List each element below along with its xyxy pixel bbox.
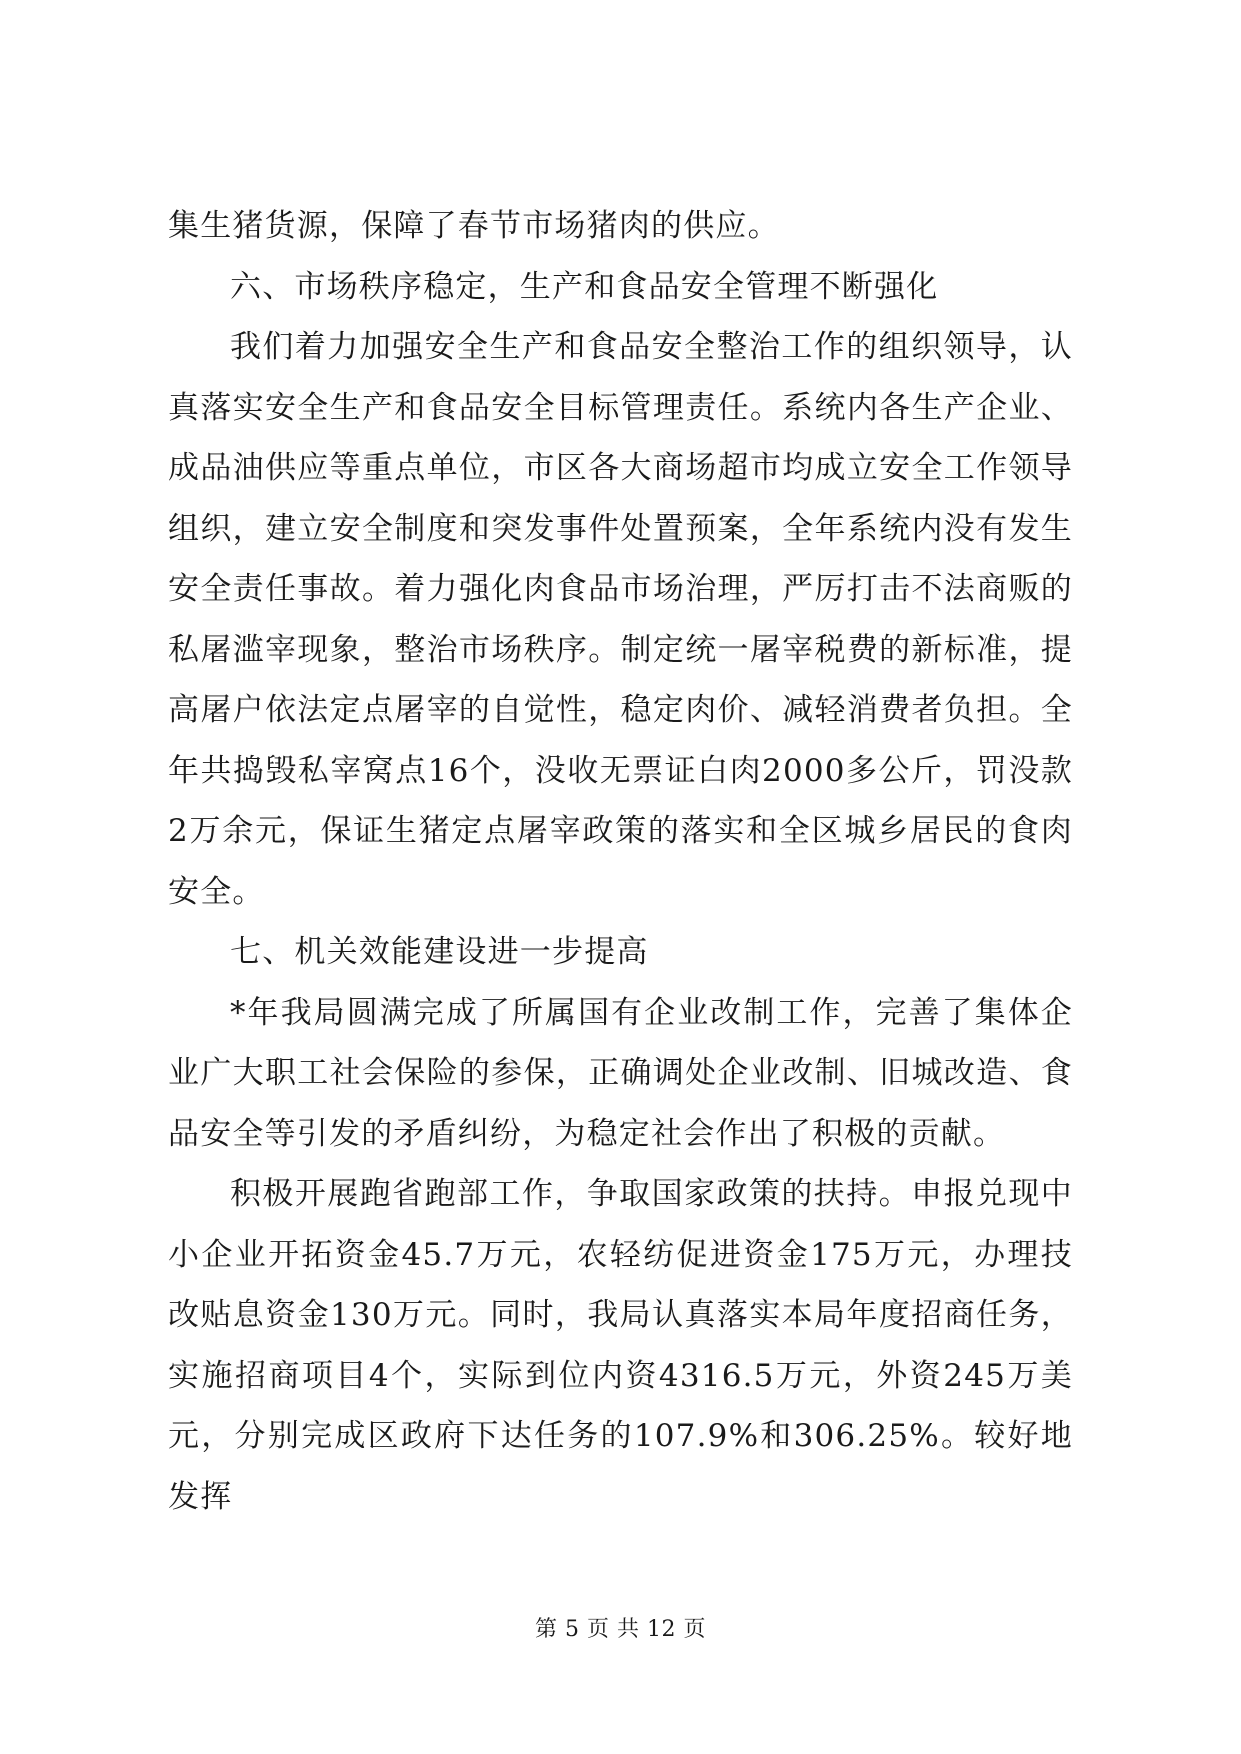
- paragraph-continuation: 集生猪货源，保障了春节市场猪肉的供应。: [168, 208, 780, 244]
- page-footer: 第 5 页 共 12 页: [535, 1617, 706, 1642]
- paragraph-investment: 积极开展跑省跑部工作，争取国家政策的扶持。申报兑现中小企业开拓资金45.7万元，农轻纺促进资金175万元，办理技改贴息资金130万元。同时，我局认真落实本局年度招商任务，实施招商项目4个，实际到位内资4316.5万元，外资245万美元，分别完成区政府下达任务的107.9%和306.25%。较好地发挥: [168, 1176, 1073, 1515]
- document-body: [168, 196, 1073, 1527]
- section-heading-6: 六、市场秩序稳定，生产和食品安全管理不断强化: [230, 268, 939, 305]
- section-heading-7: 七、机关效能建设进一步提高: [230, 934, 649, 970]
- paragraph-enterprise-reform: *年我局圆满完成了所属国有企业改制工作，完善了集体企业广大职工社会保险的参保，正确调处企业改制、旧城改造、食品安全等引发的矛盾纠纷，为稳定社会作出了积极的贡献。: [168, 994, 1073, 1152]
- paragraph-safety-management: 我们着力加强安全生产和食品安全整治工作的组织领导，认真落实安全生产和食品安全目标管理责任。系统内各生产企业、成品油供应等重点单位，市区各大商场超市均成立安全工作领导组织，建立安全制度和突发事件处置预案，全年系统内没有发生安全责任事故。着力强化肉食品市场治理，严厉打击不法商贩的私屠滥宰现象，整治市场秩序。制定统一屠宰税费的新标准，提高屠户依法定点屠宰的自觉性，稳定肉价、减轻消费者负担。全年共捣毁私宰窝点16个，没收无票证白肉2000多公斤，罚没款2万余元，保证生猪定点屠宰政策的落实和全区城乡居民的食肉安全。: [168, 329, 1073, 910]
